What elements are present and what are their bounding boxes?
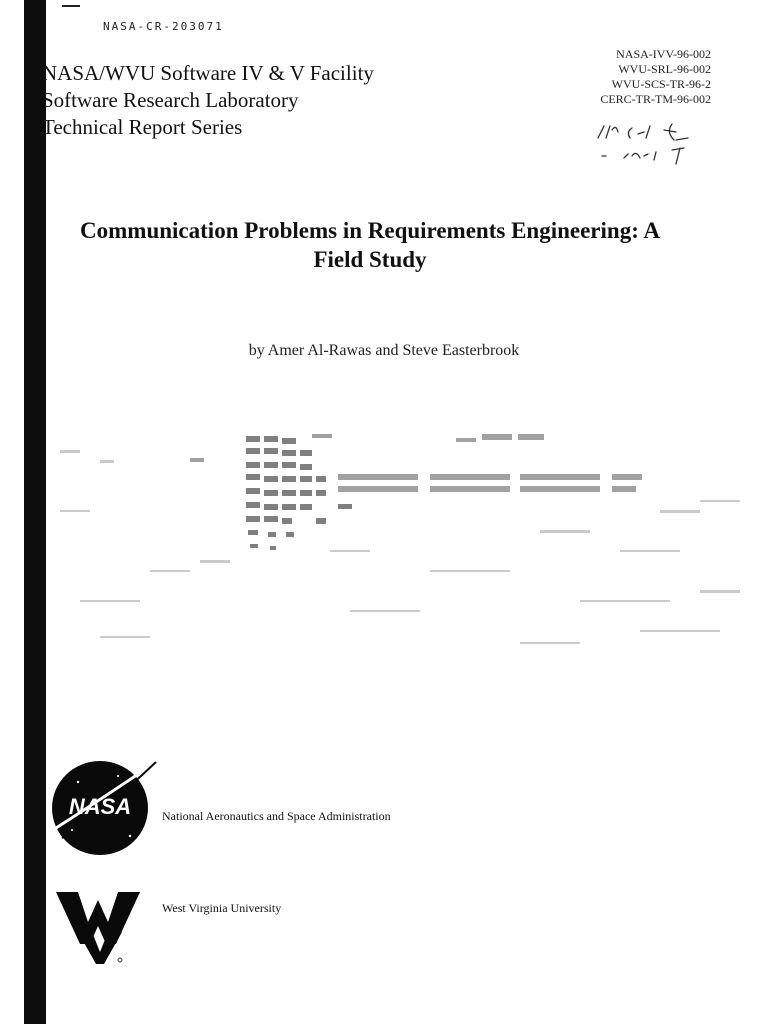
binding-mark [62, 5, 80, 7]
authors-line: by Amer Al-Rawas and Steve Easterbrook [248, 342, 520, 359]
series-line-laboratory: Software Research Laboratory [42, 88, 299, 112]
series-line-facility: NASA/WVU Software IV & V Facility [42, 61, 374, 85]
report-number: WVU-SRL-96-002 [618, 62, 711, 76]
report-number: WVU-SCS-TR-96-2 [611, 77, 711, 91]
scan-artifacts [0, 410, 768, 680]
report-numbers [600, 47, 711, 107]
nasa-caption: National Aeronautics and Space Administration [162, 809, 391, 823]
title-line: Communication Problems in Requirements Engineering: A [80, 218, 660, 243]
document-title [40, 216, 700, 274]
report-number: NASA-IVV-96-002 [616, 47, 711, 61]
report-series-heading [42, 60, 374, 141]
document-stamp: NASA-CR-203071 [103, 20, 224, 33]
title-line: Field Study [313, 247, 427, 272]
nasa-logo [48, 758, 158, 858]
series-line-report-series: Technical Report Series [42, 115, 243, 139]
report-number: CERC-TR-TM-96-002 [600, 92, 711, 106]
wvu-caption: West Virginia University [162, 901, 282, 915]
handwritten-annotation [592, 118, 712, 166]
wvu-logo [56, 882, 140, 964]
nasa-wordmark: NASA [68, 794, 132, 819]
